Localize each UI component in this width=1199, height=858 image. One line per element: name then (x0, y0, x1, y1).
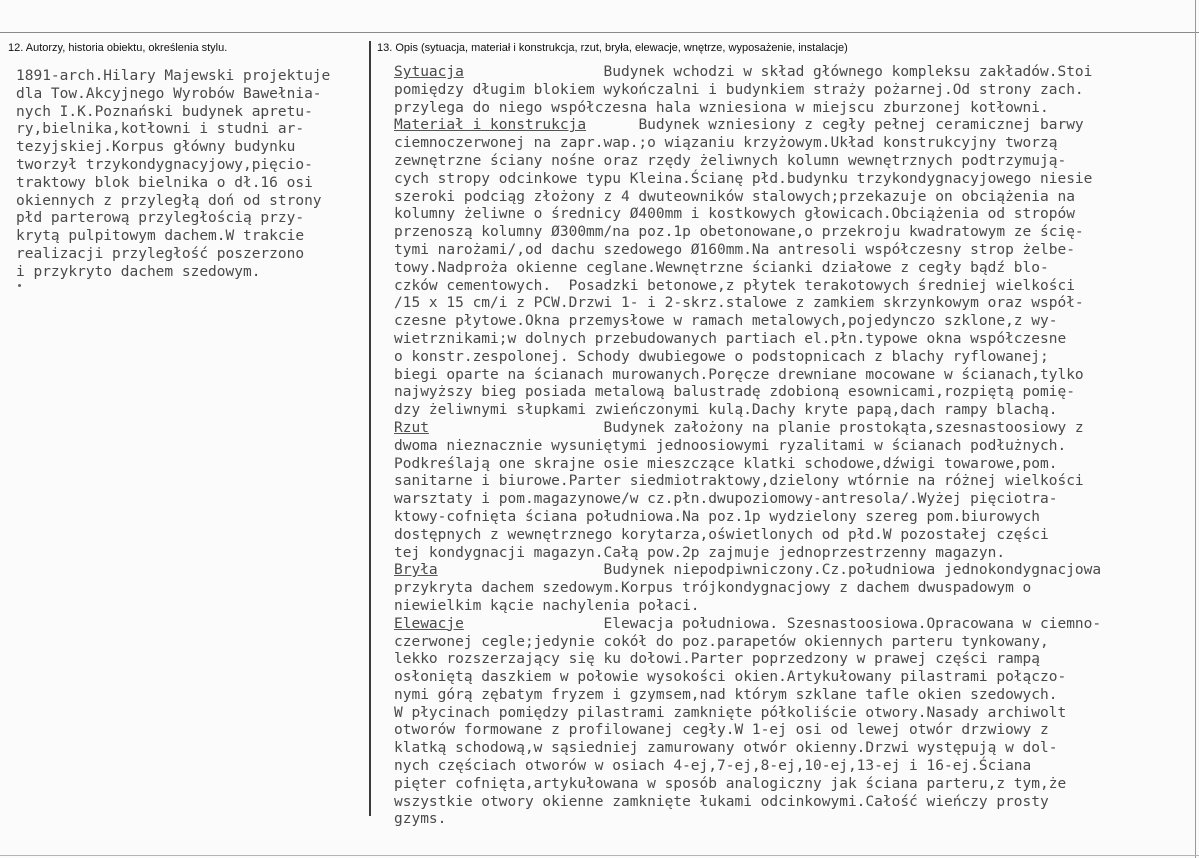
description-line (394, 135, 1101, 153)
description-line (394, 527, 1101, 545)
line-text: wszystkie otwory okienne zamknięte łukami odcinkowymi.Całość wieńczy prosty (394, 793, 1049, 810)
description-line (394, 171, 1101, 189)
section-12-header: 12. Autorzy, historia obiektu, określenia stylu. (8, 42, 228, 54)
description-line (394, 669, 1101, 687)
line-text: Budynek wzniesiony z cegły pełnej ceramicznej barwy (586, 117, 1084, 134)
line-text: Budynek niepodpiwniczony.Cz.południowa jednokondygnacjowa (437, 562, 1102, 579)
description-line (394, 331, 1101, 349)
authors-history-text (16, 68, 330, 282)
line-text: czesne płytowe.Okna przemysłowe w ramach metalowych,pojedynczo szklone,z wy- (394, 313, 1058, 330)
line-text: szeroki podciąg złożony z 4 dwuteowników stalowych;przekazuje on obciążenia na (394, 188, 1075, 205)
line-text: dzy żeliwnymi słupkami zwieńczonymi kulą.Dachy kryte papą,dach rampy blachą. (394, 402, 1058, 419)
description-line (394, 242, 1101, 260)
left-text-line: tworzył trzykondygnacyjowy,pięcio- (16, 156, 313, 173)
section-heading: Materiał i konstrukcja (394, 117, 587, 134)
bottom-edge-rule (0, 855, 1199, 856)
description-line (394, 634, 1101, 652)
description-line (394, 616, 1101, 634)
line-text: tymi narożami/,od dachu szedowego Ø160mm.Na antresoli współczesny strop żelbe- (394, 241, 1075, 258)
description-line (394, 580, 1101, 598)
line-text: czerwonej cegle;jedynie cokół do poz.parapetów okiennych parteru tynkowany, (394, 633, 1049, 650)
description-line (394, 651, 1101, 669)
left-text-line: realizacji przyległość poszerzono (16, 245, 305, 262)
line-text: biegi oparte na ścianach murowanych.Poręcze drewniane mocowane w ścianach,tylko (394, 366, 1084, 383)
description-line (394, 473, 1101, 491)
left-text-line: nych I.K.Poznański budynek apretu- (16, 103, 313, 120)
description-line (394, 491, 1101, 509)
right-edge-rule (1195, 0, 1196, 858)
description-line (394, 367, 1101, 385)
section-heading: Elewacje (394, 615, 464, 632)
description-line (394, 384, 1101, 402)
description-line (394, 189, 1101, 207)
description-line (394, 153, 1101, 171)
description-line (394, 295, 1101, 313)
line-text: towy.Nadproża okienne ceglane.Wewnętrzne ścianki działowe z cegły bądź blo- (394, 259, 1049, 276)
left-text-line: i przykryto dachem szedowym. (16, 263, 261, 280)
description-line (394, 562, 1101, 580)
line-text: pomiędzy długim blokiem wykończalni i budynkiem straży pożarnej.Od strony zach. (394, 81, 1084, 98)
line-text: nych częściach otworów w osiach 4-ej,7-ej,8-ej,10-ej,13-ej i 16-ej.Ściana (394, 758, 1032, 775)
left-text-line: ry,bielnika,kotłowni i studni ar- (16, 121, 305, 138)
description-line (394, 811, 1101, 829)
description-line (394, 545, 1101, 563)
line-text: Podkreślają one skrajne osie mieszczące klatki schodowe,dźwigi towarowe,pom. (394, 455, 1058, 472)
description-line (394, 402, 1101, 420)
ink-mark (18, 284, 21, 287)
line-text: dwoma nieznacznie wysuniętymi jednoosiowymi ryzalitami w ścianach podłużnych. (394, 437, 1067, 454)
description-line (394, 349, 1101, 367)
line-text: Budynek wchodzi w skład głównego kompleksu zakładów.Stoi (463, 64, 1093, 80)
line-text: warsztaty i pom.magazynowe/w cz.płn.dwupoziomowy-antresola/.Wyżej pięciotra- (394, 491, 1058, 508)
line-text: przykryta dachem szedowym.Korpus trójkondygnacjowy z dachem dwuspadowym o (394, 580, 1032, 597)
description-line (394, 509, 1101, 527)
left-text-line: 1891-arch.Hilary Majewski projektuje (16, 68, 331, 84)
column-divider (369, 41, 371, 816)
line-text: sanitarne i biurowe.Parter siedmiotraktowy,dzielony wtórnie na różnej wielkości (394, 473, 1084, 490)
line-text: o konstr.zespolonej. Schody dwubiegowe o podstopnicach z blachy ryflowanej; (394, 348, 1049, 365)
line-text: klatką schodową,w sąsiedniej zamurowany otwór okienny.Drzwi występują w dol- (394, 740, 1058, 757)
line-text: przylega do niego współczesna hala wzniesiona w miejscu zburzonej kotłowni. (394, 99, 1049, 116)
line-text: ciemnoczerwonej na zapr.wap.;o wiązaniu krzyżowym.Układ konstrukcyjny tworzą (394, 135, 1058, 152)
line-text: najwyższy bieg posiada metalową balustradę zdobioną esownicami,rozpiętą pomię- (394, 384, 1075, 401)
line-text: kolumny żeliwne o średnicy Ø400mm i kostkowych głowicach.Obciążenia od stropów (394, 206, 1075, 223)
line-text: ktowy-cofnięta ściana południowa.Na poz.1p wydzielony szereg pom.biurowych (394, 508, 1041, 525)
line-text: Elewacja południowa. Szesnastoosiowa.Opracowana w ciemno- (463, 615, 1102, 632)
left-text-line: płd parterową przyległością przy- (16, 210, 305, 227)
section-13-header: 13. Opis (sytuacja, materiał i konstrukcja, rzut, bryła, elewacje, wnętrze, wyposażenie, instalacje) (377, 42, 848, 54)
left-text-line: dla Tow.Akcyjnego Wyrobów Bawełnia- (16, 85, 322, 102)
description-line (394, 456, 1101, 474)
line-text: W płycinach pomiędzy pilastrami zamknięte półkoliście otwory.Nasady archiwolt (394, 704, 1067, 721)
line-text: przenoszą kolumny Ø300mm/na poz.1p obetonowane,o przekroju kwadratowym ze ścię- (394, 224, 1084, 241)
description-line (394, 117, 1101, 135)
line-text: otworów formowane z profilowanej cegły.W 1-ej osi od lewej otwór drzwiowy z (394, 722, 1049, 739)
description-line (394, 206, 1101, 224)
line-text: zewnętrzne ściany nośne oraz rzędy żeliwnych kolumn wewnętrznych podtrzymują- (394, 152, 1067, 169)
top-rule (0, 32, 1199, 33)
description-line (394, 82, 1101, 100)
line-text: nymi górą zębatym fryzem i gzymsem,nad którym szklane tafle okien szedowych. (394, 686, 1058, 703)
description-line (394, 794, 1101, 812)
description-line (394, 776, 1101, 794)
line-text: gzyms. (394, 811, 447, 828)
description-line (394, 705, 1101, 723)
description-line (394, 313, 1101, 331)
description-line (394, 100, 1101, 118)
left-text-line: tezyjskiej.Korpus główny budynku (16, 139, 296, 156)
description-line (394, 740, 1101, 758)
description-line (394, 687, 1101, 705)
line-text: dostępnych z wewnętrznego korytarza,oświetlonych od płd.W pozostałej części (394, 526, 1049, 543)
line-text: pięter cofnięta,artykułowana w sposób analogiczny jak ściana parteru,z tym,że (394, 775, 1067, 792)
left-text-line: krytą pulpitowym dachem.W trakcie (16, 228, 305, 245)
description-line (394, 598, 1101, 616)
left-text-line: okiennych z przyległą doń od strony (16, 192, 322, 209)
line-text: tej kondygnacji magazyn.Całą pow.2p zajmuje jednoprzestrzenny magazyn. (394, 544, 1006, 561)
description-line (394, 224, 1101, 242)
section-heading: Sytuacja (394, 64, 464, 80)
description-line (394, 64, 1101, 82)
line-text: niewielkim kącie nachylenia połaci. (394, 597, 700, 614)
section-heading: Rzut (394, 419, 429, 436)
line-text: /15 x 15 cm/i z PCW.Drzwi 1- i 2-skrz.stalowe z zamkiem skrzynkowym oraz współ- (394, 295, 1084, 312)
line-text: osłoniętą daszkiem w połowie wysokości okien.Artykułowany pilastrami połączo- (394, 669, 1067, 686)
description-text (394, 64, 1101, 829)
description-line (394, 758, 1101, 776)
description-line (394, 420, 1101, 438)
line-text: Budynek założony na planie prostokąta,szesnastoosiowy z (428, 419, 1084, 436)
description-line (394, 722, 1101, 740)
description-line (394, 260, 1101, 278)
left-text-line: traktowy blok bielnika o dł.16 osi (16, 174, 313, 191)
line-text: lekko rozszerzający się ku dołowi.Parter poprzedzony w prawej części rampą (394, 651, 1041, 668)
line-text: cych stropy odcinkowe typu Kleina.Ścianę płd.budynku trzykondygnacyjowego niesie (394, 170, 1093, 187)
line-text: czków cementowych. Posadzki betonowe,z płytek terakotowych średniej wielkości (394, 277, 1075, 294)
description-line (394, 438, 1101, 456)
line-text: wietrznikami;w dolnych przebudowanych partiach el.płn.typowe okna współczesne (394, 330, 1067, 347)
description-line (394, 278, 1101, 296)
section-heading: Bryła (394, 562, 438, 579)
